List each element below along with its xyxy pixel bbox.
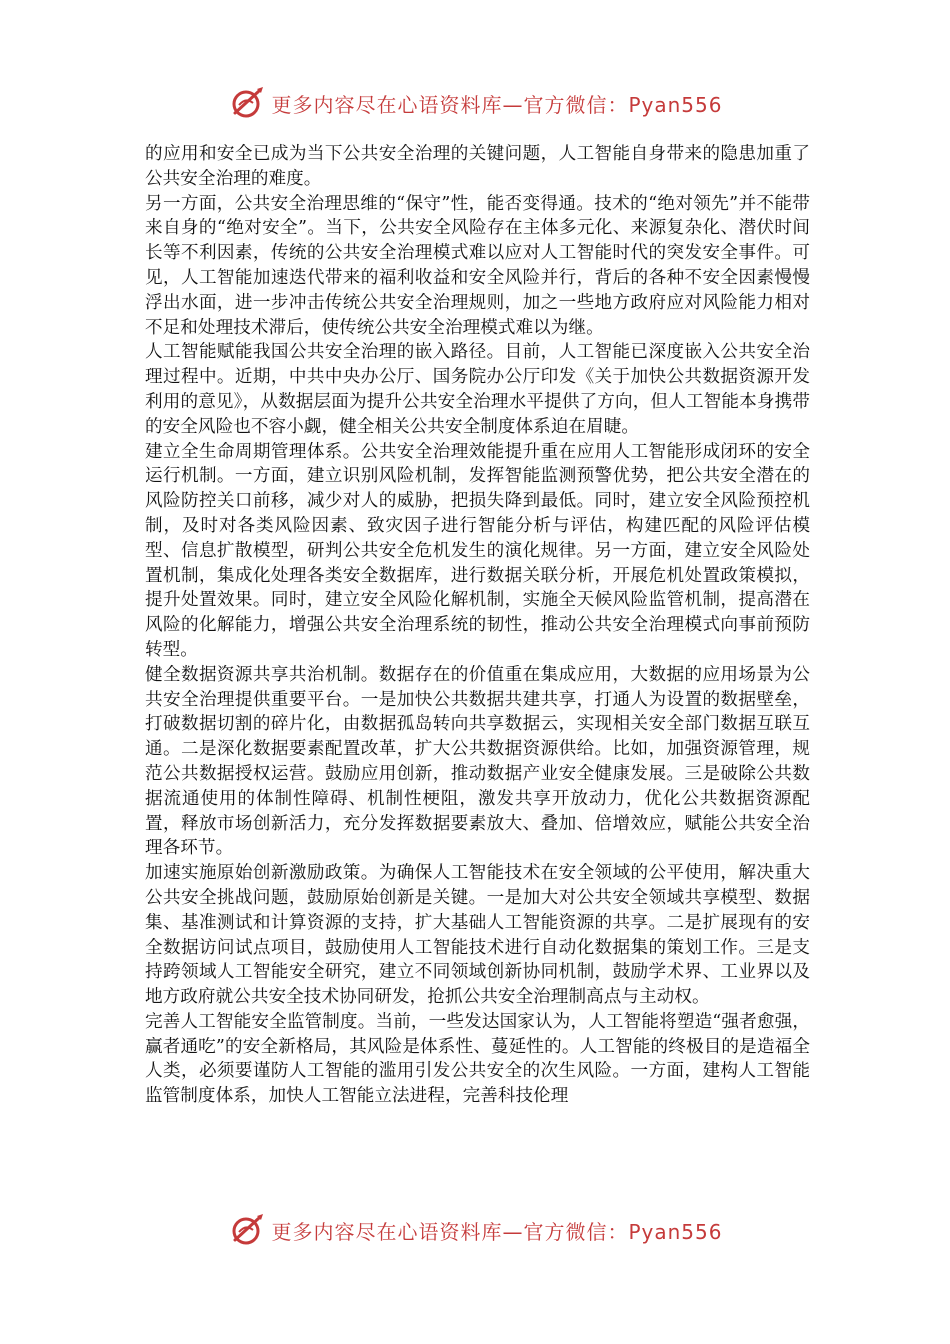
paragraph: 加速实施原始创新激励政策。为确保人工智能技术在安全领域的公平使用，解决重大公共安全挑战问题，鼓励原始创新是关键。一是加大对公共安全领域共享模型、数据集、基准测试和计算资源的支持，扩大基础人工智能资源的共享。二是扩展现有的安全数据访问试点项目，鼓励使用人工智能技术进行自动化数据集的策划工作。三是支持跨领域人工智能安全研究，建立不同领域创新协同机制，鼓励学术界、工业界以及地方政府就公共安全技术协同研发，抢抓公共安全治理制高点与主动权。: [145, 863, 810, 1008]
paragraph: 健全数据资源共享共治机制。数据存在的价值重在集成应用，大数据的应用场景为公共安全治理提供重要平台。一是加快公共数据共建共享，打通人为设置的数据壁垒，打破数据切割的碎片化，由数据孤岛转向共享数据云，实现相关安全部门数据互联互通。二是深化数据要素配置改革，扩大公共数据资源供给。比如，加强资源管理，规范公共数据授权运营。鼓励应用创新，推动数据产业安全健康发展。三是破除公共数据流通使用的体制性障碍、机制性梗阻，激发共享开放动力，优化公共数据资源配置，释放市场创新活力，充分发挥数据要素放大、叠加、倍增效应，赋能公共安全治理各环节。: [145, 664, 810, 859]
watermark-header: [0, 83, 950, 123]
watermark-text: 更多内容尽在心语资料库—官方微信：Pyan556: [271, 1219, 723, 1244]
document-body: [145, 142, 810, 1109]
watermark-footer: [0, 1210, 950, 1250]
paragraph: 另一方面，公共安全治理思维的“保守”性，能否变得通。技术的“绝对领先”并不能带来自身的“绝对安全”。当下，公共安全风险存在主体多元化、来源复杂化、潜伏时间长等不利因素，传统的公共安全治理模式难以应对人工智能时代的突发安全事件。可见，人工智能加速迭代带来的福利收益和安全风险并行，背后的各种不安全因素慢慢浮出水面，进一步冲击传统公共安全治理规则，加之一些地方政府应对风险能力相对不足和处理技术滞后，使传统公共安全治理模式难以为继。: [145, 193, 810, 338]
paragraph: 完善人工智能安全监管制度。当前，一些发达国家认为，人工智能将塑造“强者愈强，赢者通吃”的安全新格局，其风险是体系性、蔓延性的。人工智能的终极目的是造福全人类，必须要谨防人工智能的滥用引发公共安全的次生风险。一方面，建构人工智能监管制度体系，加快人工智能立法进程，完善科技伦理: [145, 1011, 810, 1107]
pen-logo-icon: [227, 83, 267, 123]
pen-logo-icon: [227, 1210, 267, 1250]
paragraph: 的应用和安全已成为当下公共安全治理的关键问题，人工智能自身带来的隐患加重了公共安全治理的难度。: [145, 144, 810, 189]
paragraph: 建立全生命周期管理体系。公共安全治理效能提升重在应用人工智能形成闭环的安全运行机制。一方面，建立识别风险机制，发挥智能监测预警优势，把公共安全潜在的风险防控关口前移，减少对人的威胁，把损失降到最低。同时，建立安全风险预控机制，及时对各类风险因素、致灾因子进行智能分析与评估，构建匹配的风险评估模型、信息扩散模型，研判公共安全危机发生的演化规律。另一方面，建立安全风险处置机制，集成化处理各类安全数据库，进行数据关联分析，开展危机处置政策模拟，提升处置效果。同时，建立安全风险化解机制，实施全天候风险监管机制，提高潜在风险的化解能力，增强公共安全治理系统的韧性，推动公共安全治理模式向事前预防转型。: [145, 441, 810, 660]
watermark-text: 更多内容尽在心语资料库—官方微信：Pyan556: [271, 92, 723, 117]
paragraph: 人工智能赋能我国公共安全治理的嵌入路径。目前，人工智能已深度嵌入公共安全治理过程中。近期，中共中央办公厅、国务院办公厅印发《关于加快公共数据资源开发利用的意见》，从数据层面为提升公共安全治理水平提供了方向，但人工智能本身携带的安全风险也不容小觑，健全相关公共安全制度体系迫在眉睫。: [145, 342, 810, 437]
